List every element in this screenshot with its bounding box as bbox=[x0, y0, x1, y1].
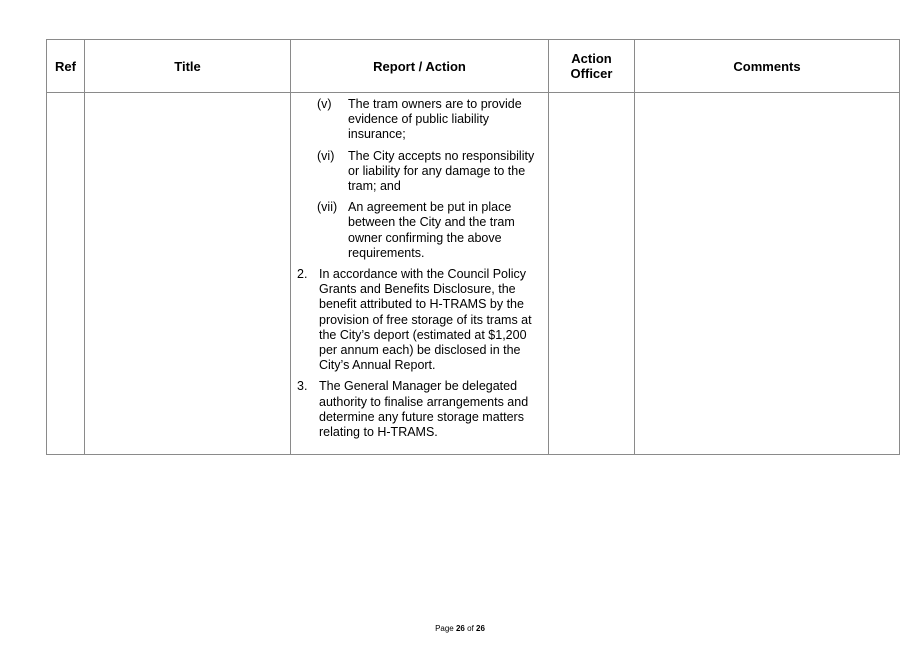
page-footer bbox=[0, 624, 920, 633]
cell-comments bbox=[635, 93, 900, 455]
header-action-officer-line1: Action bbox=[571, 51, 612, 66]
header-comments: Comments bbox=[635, 40, 900, 93]
main-item-number: 2. bbox=[297, 267, 308, 282]
header-report-action: Report / Action bbox=[291, 40, 549, 93]
sub-item-text: The tram owners are to provide evidence of public liability insurance; bbox=[348, 97, 522, 142]
table-row bbox=[47, 93, 900, 455]
main-item-2 bbox=[295, 267, 542, 373]
footer-total-pages: 26 bbox=[476, 624, 485, 633]
sub-item-text: An agreement be put in place between the City and the tram owner confirming the above requirements. bbox=[348, 200, 515, 260]
main-item-text: The General Manager be delegated authority to finalise arrangements and determine any future storage matters relating to H-TRAMS. bbox=[319, 379, 529, 440]
footer-current-page: 26 bbox=[455, 624, 465, 633]
header-action-officer bbox=[549, 40, 635, 93]
sub-item-vii bbox=[295, 200, 542, 261]
footer-page-label: Page bbox=[435, 624, 454, 633]
main-item-3 bbox=[295, 379, 542, 440]
cell-title bbox=[85, 93, 291, 455]
sub-item-number: (vi) bbox=[317, 148, 335, 163]
cell-action-officer bbox=[549, 93, 635, 455]
header-ref: Ref bbox=[47, 40, 85, 93]
sub-item-text: The City accepts no responsibility or liability for any damage to the tram; and bbox=[348, 148, 535, 194]
action-table bbox=[46, 39, 900, 455]
table-header-row bbox=[47, 40, 900, 93]
header-action-officer-line2: Officer bbox=[570, 66, 613, 81]
sub-item-number: (vii) bbox=[317, 200, 338, 215]
sub-item-v bbox=[295, 97, 542, 143]
sub-item-number: (v) bbox=[317, 97, 332, 111]
cell-ref bbox=[47, 93, 85, 455]
main-item-text: In accordance with the Council Policy Grants and Benefits Disclosure, the benefit attributed to H-TRAMS by the provision of free storage of its trams at the City’s deport (estimated at $1,200 per annum each) be disclosed in the City’s Annual Report. bbox=[319, 267, 532, 373]
cell-report-action bbox=[291, 93, 549, 455]
main-item-number: 3. bbox=[297, 379, 308, 394]
footer-of-label: of bbox=[467, 624, 474, 633]
sub-item-vi bbox=[295, 149, 542, 195]
header-title: Title bbox=[85, 40, 291, 93]
